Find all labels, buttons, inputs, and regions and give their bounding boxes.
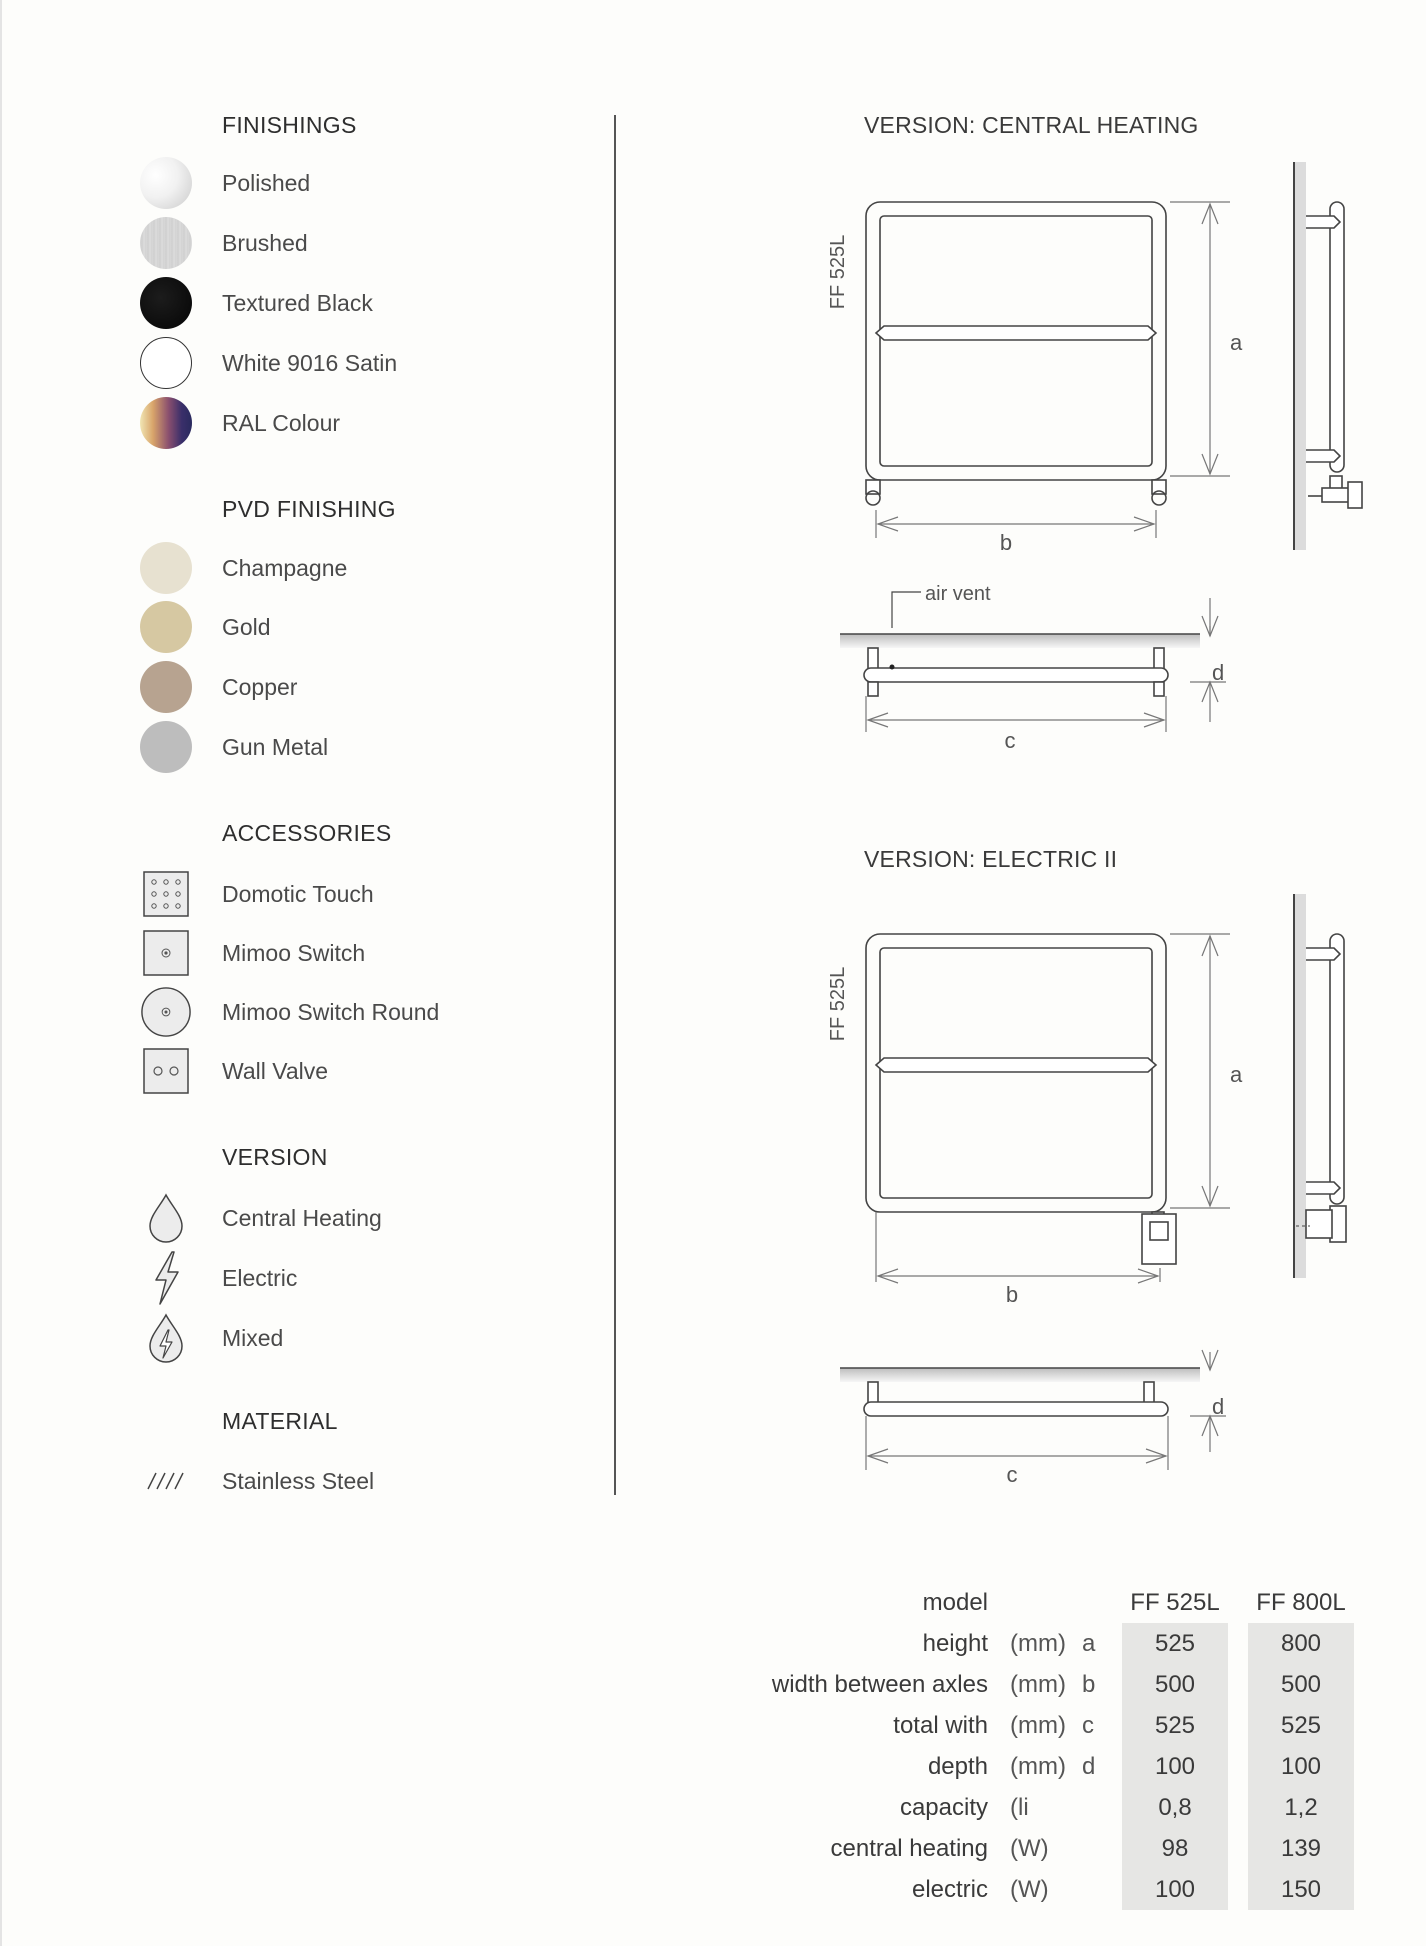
dimension-a xyxy=(1170,202,1230,476)
finish-label: White 9016 Satin xyxy=(222,349,398,376)
electric-drawing-title: VERSION: ELECTRIC II xyxy=(864,846,1118,872)
pvd-item-gun-metal xyxy=(140,719,580,775)
row-unit: (mm) xyxy=(1010,1752,1066,1780)
dimension-a xyxy=(1170,934,1230,1208)
accessory-item-wall-valve xyxy=(140,1043,580,1099)
row-value-1: 98 xyxy=(1122,1828,1228,1869)
row-label: height xyxy=(922,1629,988,1657)
row-unit: (mm) xyxy=(1010,1629,1066,1657)
row-value-1: 100 xyxy=(1122,1869,1228,1910)
row-unit: (W) xyxy=(1010,1834,1049,1862)
version-label: Electric xyxy=(222,1264,298,1291)
accessory-item-domotic-touch xyxy=(140,866,580,922)
row-ref: a xyxy=(1082,1629,1096,1657)
accessory-label: Wall Valve xyxy=(222,1057,329,1084)
row-unit: (li xyxy=(1010,1793,1029,1821)
row-value-1: 525 xyxy=(1122,1705,1228,1746)
row-ref: c xyxy=(1082,1711,1094,1739)
table-row xyxy=(770,1869,1354,1910)
white-swatch xyxy=(140,337,192,389)
version-title: VERSION xyxy=(222,1144,328,1170)
pvd-item-champagne xyxy=(140,540,580,596)
front-view xyxy=(866,202,1166,505)
header-col1: FF 525L xyxy=(1130,1588,1220,1616)
row-label: electric xyxy=(911,1875,988,1903)
material-label: Stainless Steel xyxy=(222,1467,375,1494)
table-row xyxy=(770,1787,1354,1828)
accessories-title: ACCESSORIES xyxy=(222,820,392,846)
row-value-2: 139 xyxy=(1248,1828,1354,1869)
row-value-1: 100 xyxy=(1122,1746,1228,1787)
table-row xyxy=(770,1705,1354,1746)
accessory-label: Domotic Touch xyxy=(222,880,374,907)
accessory-label: Mimoo Switch Round xyxy=(222,998,440,1025)
dim-a-label: a xyxy=(1230,1062,1243,1087)
side-view xyxy=(1294,894,1346,1278)
row-ref: d xyxy=(1082,1752,1096,1780)
side-view xyxy=(1294,162,1362,550)
material-title: MATERIAL xyxy=(222,1408,338,1434)
column-divider xyxy=(614,115,616,1495)
row-value-1: 0,8 xyxy=(1122,1787,1228,1828)
header-col2: FF 800L xyxy=(1256,1588,1346,1616)
row-value-2: 100 xyxy=(1248,1746,1354,1787)
accessory-label: Mimoo Switch xyxy=(222,939,366,966)
row-ref xyxy=(1082,1869,1122,1910)
row-value-2: 800 xyxy=(1248,1623,1354,1664)
finish-item-polished xyxy=(140,155,580,211)
row-value-1: 525 xyxy=(1122,1623,1228,1664)
finish-label: Polished xyxy=(222,169,311,196)
gun-metal-swatch xyxy=(140,721,192,773)
row-unit: (W) xyxy=(1010,1875,1049,1903)
wall-valve-icon xyxy=(140,1045,192,1097)
finish-label: Textured Black xyxy=(222,289,373,316)
accessory-item-mimoo-switch xyxy=(140,925,580,981)
version-item-mixed xyxy=(140,1310,580,1366)
top-view xyxy=(840,1368,1200,1416)
legend-panel xyxy=(0,0,600,1520)
row-unit: (mm) xyxy=(1010,1711,1066,1739)
drop-lightning-icon xyxy=(140,1312,192,1364)
polished-swatch xyxy=(140,157,192,209)
row-unit: (mm) xyxy=(1010,1670,1066,1698)
row-ref xyxy=(1082,1828,1122,1869)
pvd-label: Copper xyxy=(222,673,298,700)
dim-d-label: d xyxy=(1212,1394,1225,1419)
dim-b-label: b xyxy=(1005,1282,1019,1307)
dim-b-label: b xyxy=(999,530,1013,555)
dim-c-label: c xyxy=(1006,1462,1018,1487)
air-vent-label: air vent xyxy=(925,583,991,605)
ral-colour-swatch xyxy=(140,397,192,449)
row-label: central heating xyxy=(830,1834,988,1862)
pvd-label: Champagne xyxy=(222,554,348,581)
dimension-b xyxy=(876,510,1156,538)
row-value-2: 525 xyxy=(1248,1705,1354,1746)
table-row xyxy=(770,1828,1354,1869)
front-view xyxy=(866,934,1176,1264)
dimension-b xyxy=(876,1212,1160,1283)
gold-swatch xyxy=(140,601,192,653)
accessory-item-mimoo-switch-round xyxy=(140,984,580,1040)
lightning-icon xyxy=(140,1252,192,1304)
top-view xyxy=(840,592,1200,696)
version-label: Mixed xyxy=(222,1324,284,1351)
pvd-label: Gun Metal xyxy=(222,733,329,760)
header-model-label: model xyxy=(922,1588,988,1616)
brushed-swatch xyxy=(140,217,192,269)
mimoo-switch-icon xyxy=(140,927,192,979)
version-label: Central Heating xyxy=(222,1204,382,1231)
domotic-touch-icon xyxy=(140,868,192,920)
row-label: depth xyxy=(927,1752,988,1780)
table-header-row xyxy=(770,1582,1354,1623)
version-item-electric xyxy=(140,1250,580,1306)
row-label: capacity xyxy=(899,1793,988,1821)
row-value-1: 500 xyxy=(1122,1664,1228,1705)
textured-black-swatch xyxy=(140,277,192,329)
hatch-icon xyxy=(140,1455,192,1507)
electric-drawing xyxy=(810,892,1380,1492)
central-heating-drawing xyxy=(810,160,1380,760)
row-value-2: 1,2 xyxy=(1248,1787,1354,1828)
table-row xyxy=(770,1623,1354,1664)
dim-c-label: c xyxy=(1004,728,1016,753)
central-heating-drawing-title: VERSION: CENTRAL HEATING xyxy=(864,112,1199,138)
dim-d-label: d xyxy=(1212,660,1225,685)
drop-icon xyxy=(140,1192,192,1244)
copper-swatch xyxy=(140,661,192,713)
row-value-2: 150 xyxy=(1248,1869,1354,1910)
finish-label: Brushed xyxy=(222,229,308,256)
finish-item-textured-black xyxy=(140,275,580,331)
pvd-label: Gold xyxy=(222,613,271,640)
model-label: FF 525L xyxy=(827,234,849,310)
finish-item-ral xyxy=(140,395,580,451)
dimension-c xyxy=(866,696,1166,732)
finishings-title: FINISHINGS xyxy=(222,112,357,138)
finish-item-white xyxy=(140,335,580,391)
table-row xyxy=(770,1746,1354,1787)
spec-table xyxy=(770,1582,1354,1910)
pvd-item-copper xyxy=(140,659,580,715)
finish-item-brushed xyxy=(140,215,580,271)
material-item-stainless-steel xyxy=(140,1453,580,1509)
row-ref xyxy=(1082,1787,1122,1828)
model-label: FF 525L xyxy=(827,966,849,1042)
pvd-item-gold xyxy=(140,599,580,655)
row-value-2: 500 xyxy=(1248,1664,1354,1705)
row-label: total with xyxy=(893,1711,988,1739)
champagne-swatch xyxy=(140,542,192,594)
dim-a-label: a xyxy=(1230,330,1243,355)
row-ref: b xyxy=(1082,1670,1096,1698)
finish-label: RAL Colour xyxy=(222,409,341,436)
row-label: width between axles xyxy=(771,1670,988,1698)
pvd-title: PVD FINISHING xyxy=(222,496,396,522)
mimoo-switch-round-icon xyxy=(140,986,192,1038)
version-item-central-heating xyxy=(140,1190,580,1246)
table-row xyxy=(770,1664,1354,1705)
